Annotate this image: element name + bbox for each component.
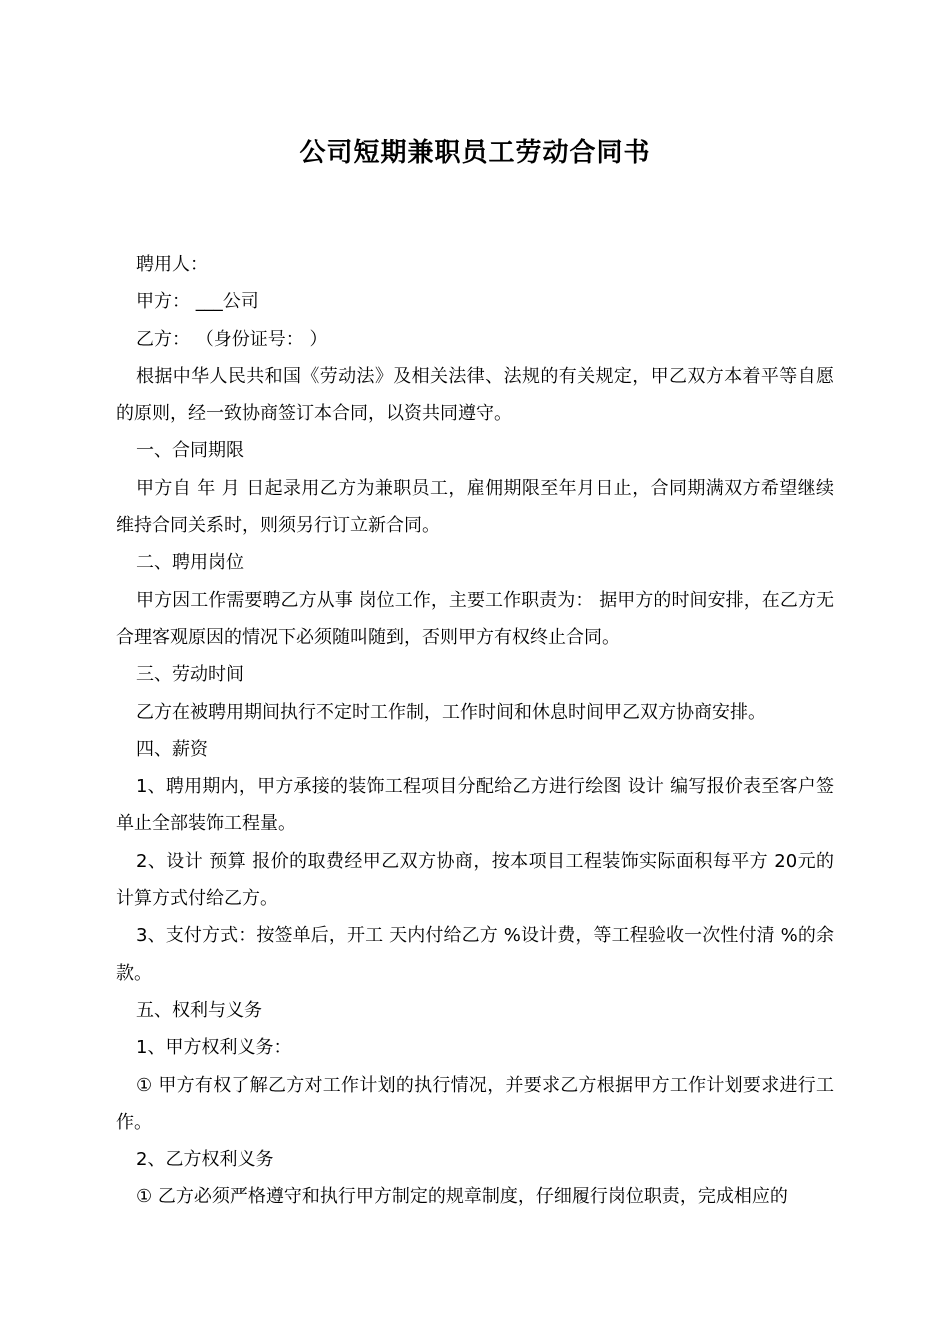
paragraph-party-b: 乙方： （身份证号： ） bbox=[136, 328, 328, 350]
paragraph-position: 甲方因工作需要聘乙方从事 岗位工作，主要工作职责为： 据甲方的时间安排，在乙方无合理客观原因的情况下必须随叫随到，否则甲方有权终止合同。 bbox=[116, 589, 834, 648]
paragraph-rights-b-heading: 2、乙方权利义务 bbox=[136, 1149, 274, 1171]
document-title: 公司短期兼职员工劳动合同书 bbox=[299, 138, 651, 168]
paragraph-rights-b-1: ① 乙方必须严格遵守和执行甲方制定的规章制度，仔细履行岗位职责，完成相应的 bbox=[136, 1186, 788, 1208]
section-heading-salary: 四、薪资 bbox=[136, 738, 208, 760]
section-heading-rights: 五、权利与义务 bbox=[136, 999, 262, 1021]
section-heading-term: 一、合同期限 bbox=[136, 440, 244, 462]
section-heading-working-hours: 三、劳动时间 bbox=[136, 664, 244, 686]
paragraph-rights-a-heading: 1、甲方权利义务： bbox=[136, 1037, 292, 1059]
paragraph-employer-label: 聘用人： bbox=[136, 254, 208, 275]
paragraph-working-hours: 乙方在被聘用期间执行不定时工作制，工作时间和休息时间甲乙双方协商安排。 bbox=[136, 701, 766, 723]
document-body bbox=[116, 246, 834, 1216]
paragraph-salary-1: 1、聘用期内，甲方承接的装饰工程项目分配给乙方进行绘图 设计 编写报价表至客户签单止全部装饰工程量。 bbox=[116, 776, 834, 835]
paragraph-party-a: 甲方： ___公司 bbox=[136, 291, 259, 313]
paragraph-salary-3: 3、支付方式：按签单后，开工 天内付给乙方 %设计费，等工程验收一次性付清 %的余款。 bbox=[116, 925, 834, 984]
paragraph-salary-2: 2、设计 预算 报价的取费经甲乙双方协商，按本项目工程装饰实际面积每平方 20元的计算方式付给乙方。 bbox=[116, 850, 834, 910]
section-heading-position: 二、聘用岗位 bbox=[136, 552, 244, 574]
paragraph-preamble: 根据中华人民共和国《劳动法》及相关法律、法规的有关规定，甲乙双方本着平等自愿的原则，经一致协商签订本合同，以资共同遵守。 bbox=[116, 365, 834, 425]
paragraph-rights-a-1: ① 甲方有权了解乙方对工作计划的执行情况，并要求乙方根据甲方工作计划要求进行工作。 bbox=[116, 1074, 834, 1133]
paragraph-term: 甲方自 年 月 日起录用乙方为兼职员工，雇佣期限至年月日止，合同期满双方希望继续维持合同关系时，则须另行订立新合同。 bbox=[116, 477, 834, 537]
